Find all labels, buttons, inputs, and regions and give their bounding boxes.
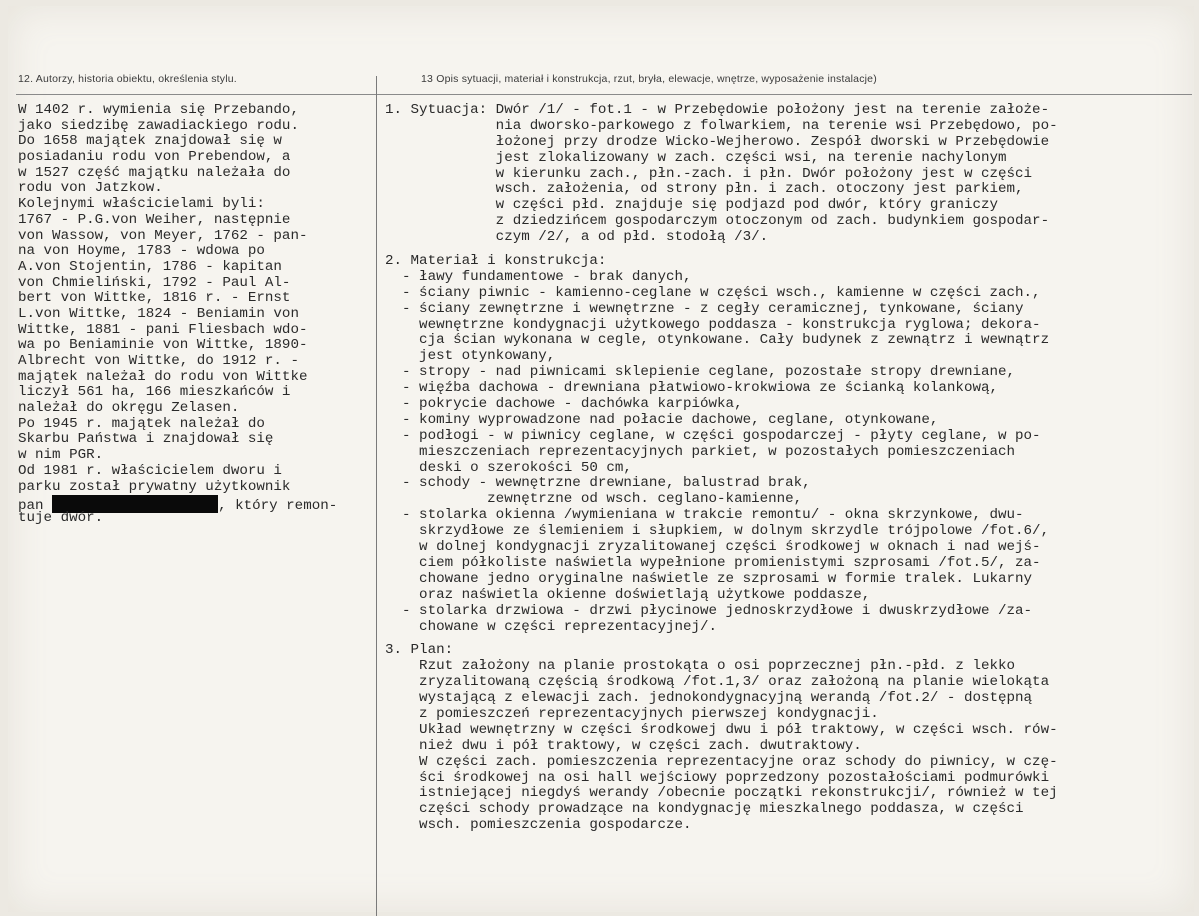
description-line: Układ wewnętrzny w części środkowej dwu i pół traktowy, w części wsch. rów- — [385, 721, 1058, 738]
description-line: wystającą z elewacji zach. jednokondygnacyjną werandą /fot.2/ - dostępną — [385, 690, 1033, 707]
description-line: łożonej przy drodze Wicko-Wejherowo. Zespół dworski w Przebędowie — [385, 133, 1050, 150]
history-line: Kolejnymi właścicielami byli: — [18, 196, 265, 213]
column-divider — [376, 76, 377, 916]
history-line: 1767 - P.G.von Weiher, następnie — [18, 211, 291, 228]
history-text — [18, 103, 373, 527]
history-line: parku został prywatny użytkownik — [18, 478, 291, 495]
description-line: czym /2/, a od płd. stodołą /3/. — [385, 229, 769, 246]
description-line: nież dwu i pół traktowy, w części zach. dwutraktowy. — [385, 737, 862, 754]
description-line: z dziedzińcem gospodarczym otoczonym od zach. budynkiem gospodar- — [385, 213, 1050, 230]
column-header-description: 13 Opis sytuacji, materiał i konstrukcja, rzut, bryła, elewacje, wnętrze, wyposażenie instalacje) — [421, 73, 877, 85]
description-line: - więźba dachowa - drewniana płatwiowo-krokwiowa ze ścianką kolankową, — [385, 380, 998, 397]
history-line: w nim PGR. — [18, 447, 104, 464]
description-line: skrzydłowe ze ślemieniem i słupkiem, w dolnym skrzydle trójpolowe /fot.6/, — [385, 523, 1050, 540]
description-line: jest otynkowany, — [385, 348, 556, 365]
description-line: deski o szerokości 50 cm, — [385, 459, 632, 476]
header-rule — [16, 94, 1192, 95]
redact-prefix: pan — [18, 498, 53, 515]
history-line: Do 1658 majątek znajdował się w — [18, 133, 282, 150]
history-line-redacted — [18, 495, 373, 515]
description-line: - ściany zewnętrzne i wewnętrzne - z cegły ceramicznej, tynkowane, ściany — [385, 300, 1024, 317]
description-line: ści środkowej na osi hall wejściowy poprzedzony pozostałościami podmurówki — [385, 769, 1050, 786]
document-page — [8, 6, 1194, 912]
history-line: Albrecht von Wittke, do 1912 r. - — [18, 353, 299, 369]
description-line: - stolarka drzwiowa - drzwi płycinowe jednoskrzydłowe i dwuskrzydłowe /za- — [385, 602, 1033, 619]
description-line: chowane w części reprezentacyjnej/. — [385, 618, 718, 635]
history-line: posiadaniu rodu von Prebendow, a — [18, 149, 291, 166]
description-line: - ławy fundamentowe - brak danych, — [385, 268, 692, 285]
description-line: zryzalitowaną częścią środkową /fot.1,3/ oraz założoną na planie wielokąta — [385, 674, 1050, 691]
description-line: 1. Sytuacja: Dwór /1/ - fot.1 - w Przebędowie położony jest na terenie założe- — [385, 102, 1050, 118]
description-line: w kierunku zach., płn.-zach. i płn. Dwór położony jest w części — [385, 165, 1033, 182]
description-line: nia dworsko-parkowego z folwarkiem, na terenie wsi Przebędowo, po- — [385, 117, 1058, 134]
history-line: na von Hoyme, 1783 - wdowa po — [18, 243, 265, 260]
description-line: - schody - wewnętrzne drewniane, balustrad brak, — [385, 475, 811, 492]
description-line: w dolnej kondygnacji zryzalitowanej części środkowej w oknach i nad wejś- — [385, 539, 1041, 556]
description-line: - stropy - nad piwnicami sklepienie ceglane, pozostałe stropy drewniane, — [385, 364, 1016, 381]
description-text — [385, 103, 1190, 834]
history-line: L.von Wittke, 1824 - Beniamin von — [18, 305, 299, 322]
history-line: W 1402 r. wymienia się Przebando, — [18, 102, 299, 118]
history-line: wa po Beniaminie von Wittke, 1890- — [18, 337, 308, 354]
description-line: 3. Plan: — [385, 642, 454, 659]
description-line: - podłogi - w piwnicy ceglane, w części gospodarczej - płyty ceglane, w po- — [385, 427, 1041, 444]
history-line: jako siedzibę zawadiackiego rodu. — [18, 117, 299, 134]
description-line: w części płd. znajduje się podjazd pod dwór, który graniczy — [385, 197, 998, 214]
history-line: Od 1981 r. właścicielem dworu i — [18, 462, 282, 479]
description-line: jest zlokalizowany w zach. części wsi, na terenie nachylonym — [385, 149, 1007, 166]
history-line: tuje dwór. — [18, 509, 104, 526]
description-line: wsch. pomieszczenia gospodarcze. — [385, 817, 692, 834]
description-line: cja ścian wykonana w cegle, otynkowane. Cały budynek z zewnątrz i wewnątrz — [385, 332, 1050, 349]
history-line: von Wassow, von Meyer, 1762 - pan- — [18, 227, 308, 244]
description-line: - pokrycie dachowe - dachówka karpiówka, — [385, 396, 743, 413]
history-line: w 1527 część majątku należała do — [18, 164, 291, 181]
description-line: - kominy wyprowadzone nad połacie dachowe, ceglane, otynkowane, — [385, 411, 939, 428]
history-line: bert von Wittke, 1816 r. - Ernst — [18, 290, 291, 307]
description-line: części schody prowadzące na kondygnację mieszkalnego poddasza, w części — [385, 801, 1024, 818]
history-line: A.von Stojentin, 1786 - kapitan — [18, 258, 282, 275]
description-line: - ściany piwnic - kamienno-ceglane w części wsch., kamienne w części zach., — [385, 284, 1041, 301]
paragraph-gap — [385, 635, 1190, 643]
description-line: 2. Materiał i konstrukcja: — [385, 253, 607, 270]
history-line: Skarbu Państwa i znajdował się — [18, 431, 274, 448]
history-line: Wittke, 1881 - pani Fliesbach wdo- — [18, 321, 308, 338]
description-line: zewnętrzne od wsch. ceglano-kamienne, — [385, 491, 803, 508]
description-line: Rzut założony na planie prostokąta o osi poprzecznej płn.-płd. z lekko — [385, 658, 1016, 675]
description-line: - stolarka okienna /wymieniana w trakcie remontu/ - okna skrzynkowe, dwu- — [385, 507, 1024, 524]
description-line: z pomieszczeń reprezentacyjnych pierwszej kondygnacji. — [385, 705, 879, 722]
description-line: W części zach. pomieszczenia reprezentacyjne oraz schody do piwnicy, w czę- — [385, 753, 1058, 770]
history-line: Po 1945 r. majątek należał do — [18, 415, 265, 432]
description-line: mieszczeniach reprezentacyjnych parkiet, w pozostałych pomieszczeniach — [385, 443, 1016, 460]
description-line: chowane jedno oryginalne naświetle ze szprosami w formie tralek. Lukarny — [385, 570, 1033, 587]
column-header-history: 12. Autorzy, historia obiektu, określenia stylu. — [18, 73, 237, 85]
history-line: należał do okręgu Zelasen. — [18, 400, 240, 417]
description-line: wsch. założenia, od strony płn. i zach. otoczony jest parkiem, — [385, 181, 1024, 198]
description-line: ciem półkoliste naświetla wypełnione promienistymi szprosami /fot.5/, za- — [385, 554, 1041, 571]
description-line: oraz naświetla okienne doświetlają użytkowe poddasze, — [385, 586, 871, 603]
history-line: majątek należał do rodu von Wittke — [18, 368, 308, 385]
redact-suffix: , który remon- — [218, 498, 338, 515]
history-line: liczył 561 ha, 166 mieszkańców i — [18, 384, 291, 401]
description-line: istniejącej niegdyś werandy /obecnie początki rekonstrukcji/, również w tej — [385, 785, 1058, 802]
history-line: rodu von Jatzkow. — [18, 180, 163, 197]
history-line: von Chmieliński, 1792 - Paul Al- — [18, 274, 291, 291]
description-line: wewnętrzne kondygnacji użytkowego poddasza - konstrukcja ryglowa; dekora- — [385, 316, 1041, 333]
